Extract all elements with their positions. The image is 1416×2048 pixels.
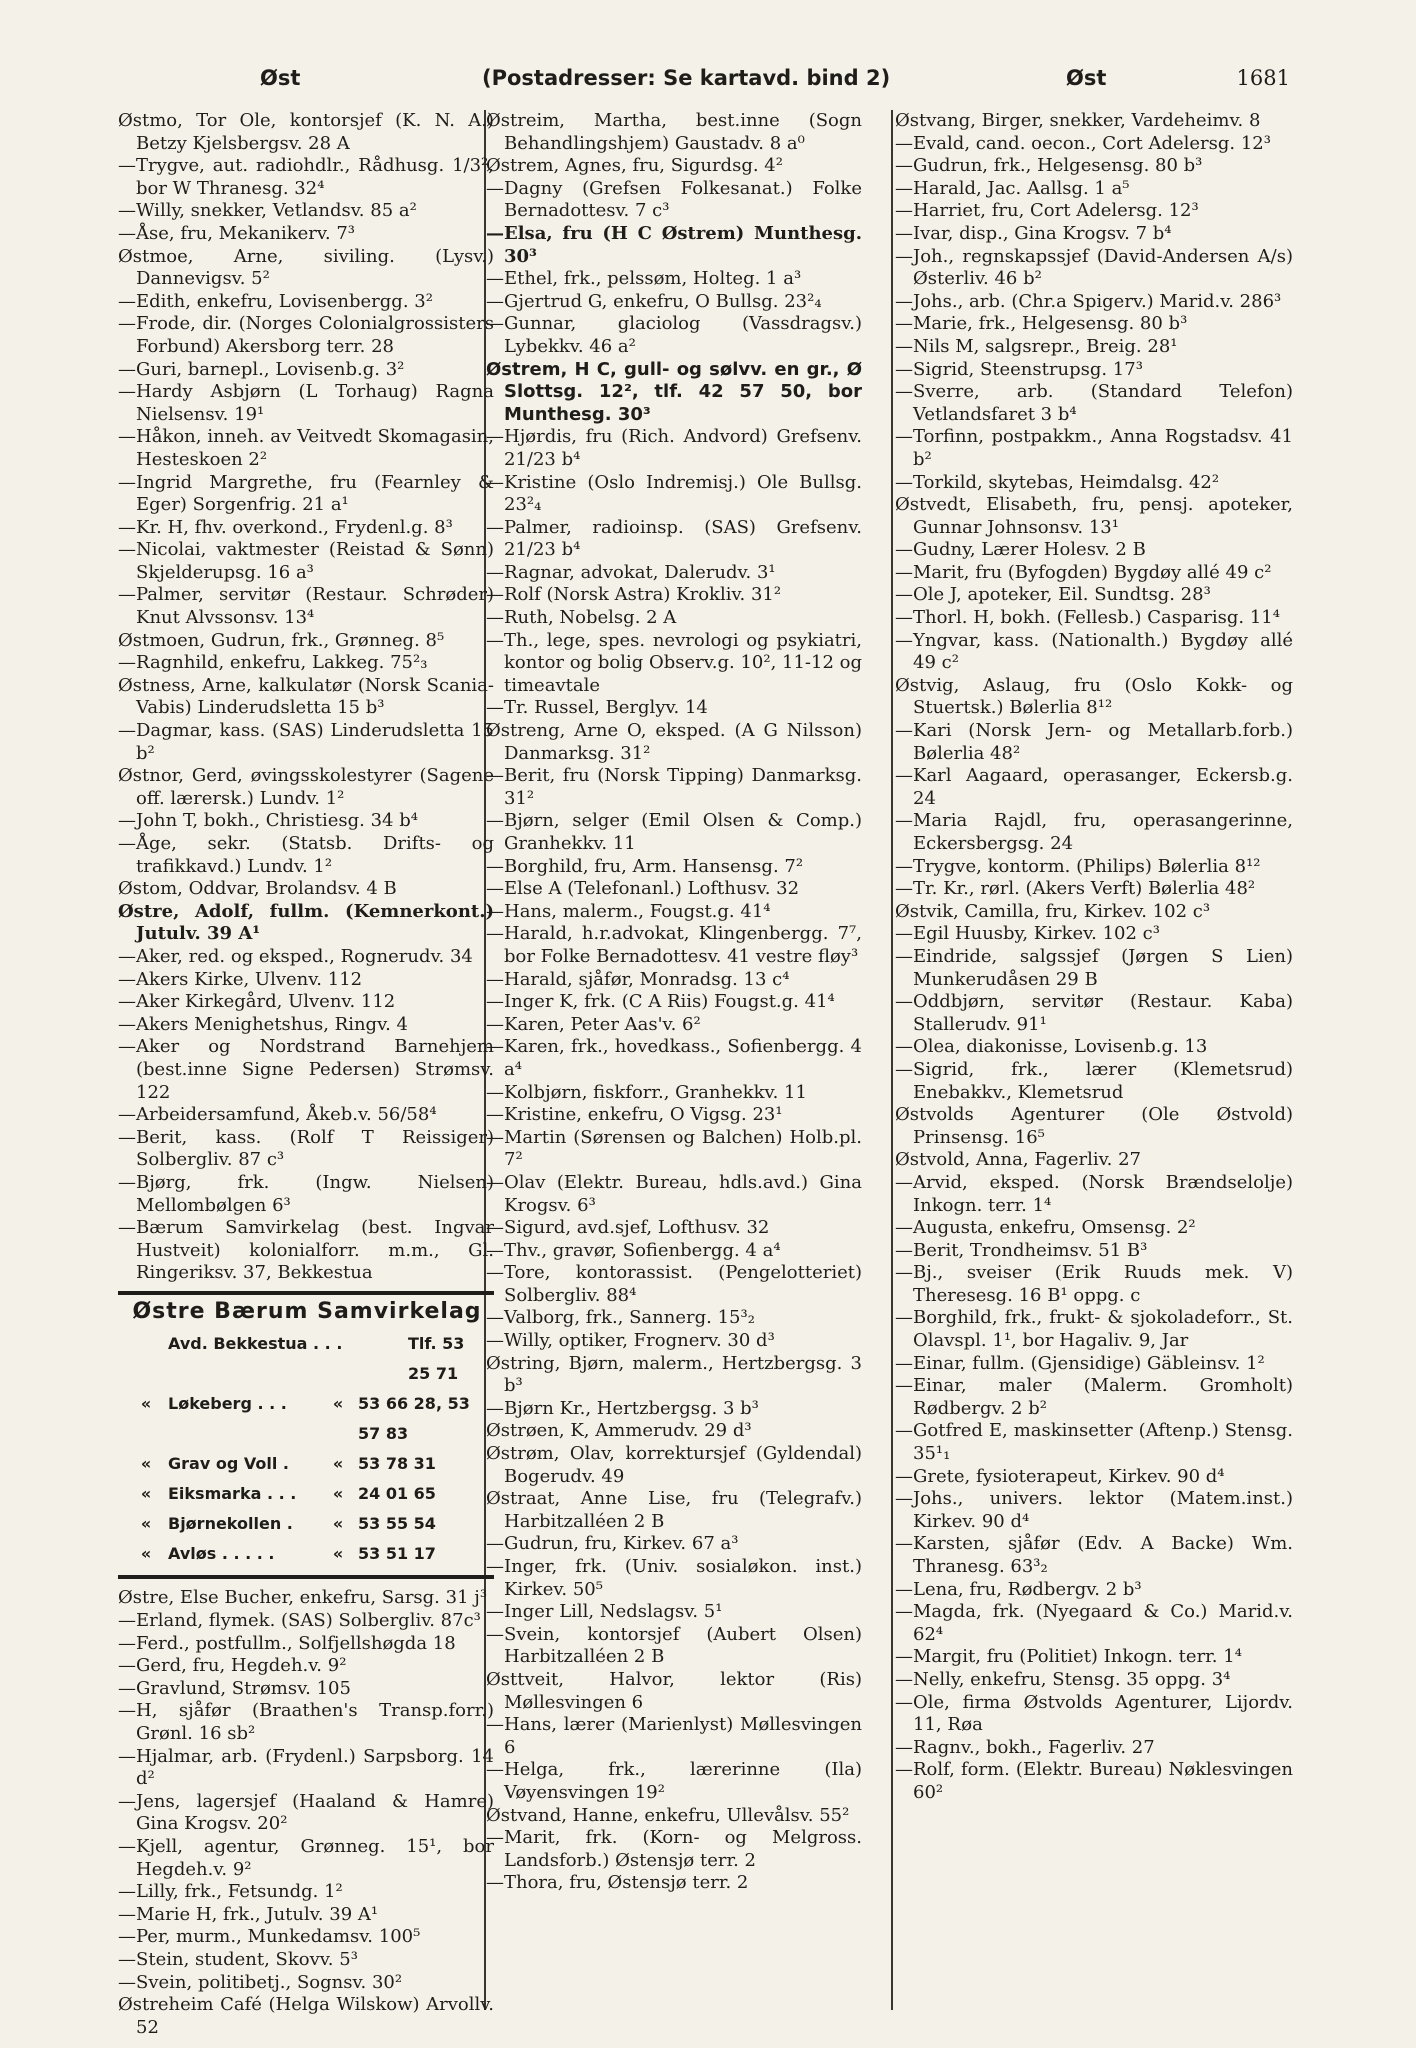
directory-entry: —Lena, fru, Rødbergv. 2 b³	[895, 1578, 1142, 1600]
directory-entry: —Valborg, frk., Sannerg. 15³₂	[486, 1307, 755, 1329]
entry-list	[486, 268, 862, 358]
directory-entry: Østreng, Arne O, eksped. (A G Nilsson) Danmarksg. 31²	[486, 720, 862, 764]
directory-entry: Østraat, Anne Lise, fru (Telegrafv.) Harbitzalléen 2 B	[486, 1488, 862, 1532]
ad-branch-name: Eiksmarka . . .	[168, 1484, 297, 1504]
directory-entry: —Bjørn Kr., Hertzbergsg. 3 b³	[486, 1397, 759, 1419]
advertisement-box	[118, 1291, 494, 1580]
entry-list	[118, 110, 494, 901]
directory-entry: —Ragnhild, enkefru, Lakkeg. 75²₃	[118, 652, 428, 674]
ad-ditto-mark: «	[140, 1394, 152, 1414]
directory-entry: —Ferd., postfullm., Solfjellshøgda 18	[118, 1632, 456, 1654]
directory-entry: Østre, Else Bucher, enkefru, Sarsg. 31 j³	[118, 1587, 488, 1609]
directory-entry: —Tr. Russel, Berglyv. 14	[486, 697, 708, 719]
directory-entry: Østnor, Gerd, øvingsskolestyrer (Sagene off. lærersk.) Lundv. 1²	[118, 765, 494, 809]
directory-entry: —Marie, frk., Helgesensg. 80 b³	[895, 313, 1188, 335]
directory-entry: —Kr. H, fhv. overkond., Frydenl.g. 8³	[118, 516, 453, 538]
directory-entry: —Gudny, Lærer Holesv. 2 B	[895, 539, 1146, 561]
directory-entry: Østmoe, Arne, siviling. (Lysv.) Dannevigsv. 5²	[118, 245, 494, 290]
directory-entry: —Harald, h.r.advokat, Klingenbergg. 7⁷, bor Folke Bernadottesv. 41 vestre fløy³	[486, 923, 862, 967]
directory-entry: —Hjørdis, fru (Rich. Andvord) Grefsenv. 21/23 b⁴	[486, 426, 862, 470]
directory-entry: —Per, murm., Munkedamsv. 100⁵	[118, 1926, 421, 1948]
directory-entry: —Berit, Trondheimsv. 51 B³	[895, 1239, 1148, 1261]
directory-entry: Østvik, Camilla, fru, Kirkev. 102 c³	[895, 900, 1211, 922]
advertisement-row	[124, 1329, 490, 1389]
directory-entry: —Th., lege, spes. nevrologi og psykiatri, kontor og bolig Observ.g. 10², 11-12 og timeavtale	[486, 629, 862, 696]
directory-entry: —Torkild, skytebas, Heimdalsg. 42²	[895, 471, 1220, 493]
directory-entry: —Ingrid Margrethe, fru (Fearnley & Eger) Sorgenfrig. 21 a¹	[118, 471, 494, 516]
directory-entry: —Rolf, form. (Elektr. Bureau) Nøklesvingen 60²	[895, 1759, 1293, 1803]
directory-entry: —Torfinn, postpakkm., Anna Rogstadsv. 41 b²	[895, 426, 1293, 470]
directory-entry: Østring, Bjørn, malerm., Hertzbergsg. 3 b³	[486, 1352, 862, 1397]
directory-entry: —Egil Huusby, Kirkev. 102 c³	[895, 923, 1160, 945]
ad-branch-name: Bjørnekollen .	[168, 1514, 293, 1534]
directory-entry: —Hans, malerm., Fougst.g. 41⁴	[486, 900, 771, 922]
directory-entry: —Willy, snekker, Vetlandsv. 85 a²	[118, 200, 417, 222]
directory-entry: Østvolds Agenturer (Ole Østvold) Prinsensg. 16⁵	[895, 1104, 1293, 1148]
directory-entry: —Åse, fru, Mekanikerv. 7³	[118, 222, 356, 244]
directory-entry: —Martin (Sørensen og Balchen) Holb.pl. 7²	[486, 1126, 862, 1171]
directory-entry: —Kari (Norsk Jern- og Metallarb.forb.) Bølerlia 48²	[895, 720, 1293, 764]
ad-ditto-mark	[368, 1329, 408, 1389]
header-right-keyword: Øst	[1066, 66, 1107, 90]
entry-list	[486, 110, 862, 223]
entry-list	[118, 1587, 494, 2039]
directory-entry: —Frode, dir. (Norges Colonialgrossisters Forbund) Akersborg terr. 28	[118, 313, 494, 357]
directory-entry: —Magda, frk. (Nyegaard & Co.) Marid.v. 62⁴	[895, 1601, 1293, 1645]
directory-entry: Østmo, Tor Ole, kontorsjef (K. N. A.) Betzy Kjelsbergsv. 28 A	[118, 110, 494, 154]
directory-entry: —Nils M, salgsrepr., Breig. 28¹	[895, 335, 1178, 357]
directory-entry: —Ethel, frk., pelssøm, Holteg. 1 a³	[486, 268, 802, 290]
directory-entry: —Gudrun, fru, Kirkev. 67 a³	[486, 1533, 739, 1555]
directory-entry: —Sigrid, Steenstrupsg. 17³	[895, 358, 1143, 380]
directory-entry: —Evald, cand. oecon., Cort Adelersg. 12³	[895, 132, 1271, 154]
directory-entry: —Borghild, frk., frukt- & sjokoladeforr., St. Olavspl. 1¹, bor Hagaliv. 9, Jar	[895, 1307, 1293, 1352]
directory-entry: —Kristine, enkefru, O Vigsg. 23¹	[486, 1104, 783, 1126]
entry-list	[895, 110, 1293, 1805]
entry-featured: Østrem, H C, gull- og sølvv. en gr., Ø Slottsg. 12², tlf. 42 57 50, bor Munthesg. 30³	[486, 358, 862, 425]
directory-entry: —Svein, politibetj., Sognsv. 30²	[118, 1971, 403, 1993]
directory-entry: —Stein, student, Skovv. 5³	[118, 1948, 358, 1970]
directory-entry: —Ivar, disp., Gina Krogsv. 7 b⁴	[895, 222, 1172, 244]
advertisement-row	[124, 1509, 490, 1539]
directory-entry: —Thora, fru, Østensjø terr. 2	[486, 1872, 749, 1894]
directory-entry: —Inger, frk. (Univ. sosialøkon. inst.) Kirkev. 50⁵	[486, 1556, 862, 1600]
directory-entry: —Oddbjørn, servitør (Restaur. Kaba) Stallerudv. 91¹	[895, 991, 1293, 1035]
directory-entry: Østrem, Agnes, fru, Sigurdsg. 4²	[486, 155, 783, 177]
ad-ditto-mark: «	[332, 1484, 344, 1504]
directory-entry: —Olav (Elektr. Bureau, hdls.avd.) Gina Krogsv. 6³	[486, 1171, 862, 1216]
directory-entry: —Augusta, enkefru, Omsensg. 2²	[895, 1217, 1196, 1239]
ad-branch-name: Grav og Voll .	[168, 1454, 289, 1474]
directory-entry: —Marit, frk. (Korn- og Melgross. Landsforb.) Østensjø terr. 2	[486, 1827, 862, 1871]
directory-entry: —Akers Menighetshus, Ringv. 4	[118, 1013, 409, 1035]
header-left-keyword: Øst	[260, 66, 301, 90]
directory-entry: Østom, Oddvar, Brolandsv. 4 B	[118, 878, 397, 900]
directory-entry: —Palmer, servitør (Restaur. Schrøder) Knut Alvssonsv. 13⁴	[118, 584, 494, 629]
directory-entry: —Gudrun, frk., Helgesensg. 80 b³	[895, 155, 1203, 177]
ad-ditto-mark: «	[140, 1514, 152, 1534]
entry-list	[486, 426, 862, 1895]
directory-entry: —Harald, Jac. Aallsg. 1 a⁵	[895, 177, 1130, 199]
directory-entry: —Inger K, frk. (C A Riis) Fougst.g. 41⁴	[486, 991, 835, 1013]
directory-entry: —Dagmar, kass. (SAS) Linderudsletta 15 b²	[118, 720, 494, 764]
directory-entry: —Rolf (Norsk Astra) Krokliv. 31²	[486, 584, 782, 606]
directory-entry: —Trygve, kontorm. (Philips) Bølerlia 8¹²	[895, 855, 1261, 877]
directory-entry: —Thorl. H, bokh. (Fellesb.) Casparisg. 11⁴	[895, 607, 1280, 629]
page-number: 1681	[1236, 66, 1290, 90]
directory-entry: —Guri, barnepl., Lovisenb.g. 3²	[118, 358, 405, 380]
directory-entry: —Borghild, fru, Arm. Hansensg. 7²	[486, 855, 804, 877]
advertisement-row	[124, 1479, 490, 1509]
advertisement-row	[124, 1539, 490, 1569]
directory-entry: —Hardy Asbjørn (L Torhaug) Ragna Nielsensv. 19¹	[118, 381, 494, 425]
directory-entry: —Joh., regnskapssjef (David-Andersen A/s) Østerliv. 46 b²	[895, 245, 1293, 290]
directory-entry: —Einar, fullm. (Gjensidige) Gäbleinsv. 1²	[895, 1352, 1265, 1374]
directory-entry: —Grete, fysioterapeut, Kirkev. 90 d⁴	[895, 1465, 1225, 1487]
directory-entry: —Åge, sekr. (Statsb. Drifts- og trafikkavd.) Lundv. 1²	[118, 833, 494, 877]
directory-entry: —Sigrid, frk., lærer (Klemetsrud) Enebakkv., Klemetsrud	[895, 1058, 1293, 1103]
directory-entry: —Sverre, arb. (Standard Telefon) Vetlandsfaret 3 b⁴	[895, 381, 1293, 425]
directory-entry: Østvang, Birger, snekker, Vardeheimv. 8	[895, 110, 1261, 131]
directory-entry: —Gotfred E, maskinsetter (Aftenp.) Stensg. 35¹₁	[895, 1420, 1293, 1465]
directory-entry: —Hans, lærer (Marienlyst) Møllesvingen 6	[486, 1714, 862, 1758]
directory-entry: —Aker, red. og eksped., Rognerudv. 34	[118, 945, 473, 967]
directory-entry: —Ruth, Nobelsg. 2 A	[486, 607, 677, 629]
directory-entry: —Nelly, enkefru, Stensg. 35 oppg. 3⁴	[895, 1668, 1231, 1690]
directory-entry: —Bjørn, selger (Emil Olsen & Comp.) Granhekkv. 11	[486, 810, 862, 854]
directory-entry: —Kristine (Oslo Indremisj.) Ole Bullsg. 23²₄	[486, 471, 862, 516]
directory-entry: —Inger Lill, Nedslagsv. 5¹	[486, 1601, 723, 1623]
directory-entry: —Johs., univers. lektor (Matem.inst.) Kirkev. 90 d⁴	[895, 1488, 1293, 1532]
ad-ditto-mark: «	[332, 1544, 344, 1564]
directory-entry: —Margit, fru (Politiet) Inkogn. terr. 1⁴	[895, 1646, 1242, 1668]
directory-entry: —Aker Kirkegård, Ulvenv. 112	[118, 991, 396, 1013]
directory-entry: Østvedt, Elisabeth, fru, pensj. apoteker, Gunnar Johnsonsv. 13¹	[895, 494, 1293, 538]
directory-entry: —Ragnv., bokh., Fagerliv. 27	[895, 1736, 1155, 1758]
ad-phone: 53 55 54	[358, 1514, 436, 1534]
directory-entry: Østrøm, Olav, korrektursjef (Gyldendal) Bogerudv. 49	[486, 1443, 862, 1487]
ad-ditto-mark: «	[332, 1454, 344, 1474]
directory-entry: —Bærum Samvirkelag (best. Ingvar Hustveit) kolonialforr. m.m., Gl. Ringeriksv. 37, Bekkestua	[118, 1217, 494, 1284]
directory-entry: —Edith, enkefru, Lovisenbergg. 3²	[118, 290, 433, 312]
ad-ditto-mark: «	[332, 1394, 344, 1414]
directory-entry: —Else A (Telefonanl.) Lofthusv. 32	[486, 878, 800, 900]
directory-entry: Østreim, Martha, best.inne (Sogn Behandlingshjem) Gaustadv. 8 a⁰	[486, 110, 862, 154]
ad-ditto-mark: «	[332, 1514, 344, 1534]
ad-phone: 53 78 31	[358, 1454, 436, 1474]
directory-entry: —Eindride, salgssjef (Jørgen S Lien) Munkerudåsen 29 B	[895, 945, 1293, 990]
directory-entry: Østtveit, Halvor, lektor (Ris) Møllesvingen 6	[486, 1668, 862, 1713]
entry-list	[118, 946, 494, 1285]
directory-entry: —Yngvar, kass. (Nationalth.) Bygdøy allé 49 c²	[895, 629, 1293, 674]
ad-phone: Tlf. 53 25 71	[408, 1334, 465, 1384]
directory-entry: —Harald, sjåfør, Monradsg. 13 c⁴	[486, 968, 790, 990]
directory-entry: —Dagny (Grefsen Folkesanat.) Folke Bernadottesv. 7 c³	[486, 177, 862, 222]
directory-entry: —Hjalmar, arb. (Frydenl.) Sarpsborg. 14 d²	[118, 1745, 494, 1790]
ad-branch-name: Løkeberg . . .	[168, 1394, 287, 1414]
directory-entry: —Ragnar, advokat, Dalerudv. 3¹	[486, 561, 776, 583]
directory-entry: —Erland, flymek. (SAS) Solbergliv. 87c³	[118, 1610, 481, 1632]
directory-entry: —Johs., arb. (Chr.a Spigerv.) Marid.v. 286³	[895, 290, 1282, 312]
header-note: (Postadresser: Se kartavd. bind 2)	[482, 66, 891, 90]
directory-entry: —Ole, firma Østvolds Agenturer, Lijordv. 11, Røa	[895, 1691, 1293, 1736]
column-divider	[891, 110, 893, 2010]
directory-entry: Østmoen, Gudrun, frk., Grønneg. 8⁵	[118, 629, 445, 651]
entry-bold: Østre, Adolf, fullm. (Kemnerkont.) Jutulv. 39 A¹	[118, 900, 494, 945]
directory-entry: —Aker og Nordstrand Barnehjem (best.inne Signe Pedersen) Strømsv. 122	[118, 1036, 494, 1103]
ad-phone: 24 01 65	[358, 1484, 436, 1504]
ad-branch-name: Avd. Bekkestua . . .	[168, 1334, 343, 1354]
ad-phone: 53 66 28, 53 57 83	[358, 1394, 470, 1444]
column-2	[486, 110, 862, 1895]
directory-entry: —Marie H, frk., Jutulv. 39 A¹	[118, 1903, 379, 1925]
directory-entry: —H, sjåfør (Braathen's Transp.forr.) Grønl. 16 sb²	[118, 1700, 494, 1745]
advertisement-rows	[124, 1329, 490, 1569]
directory-entry: —Bjørg, frk. (Ingw. Nielsen) Mellombølgen 6³	[118, 1171, 494, 1216]
directory-entry: —Harriet, fru, Cort Adelersg. 12³	[895, 200, 1199, 222]
ad-ditto-mark: «	[140, 1484, 152, 1504]
directory-entry: —Tr. Kr., rørl. (Akers Verft) Bølerlia 48²	[895, 878, 1256, 900]
directory-entry: —Tore, kontorassist. (Pengelotteriet) Solbergliv. 88⁴	[486, 1262, 862, 1306]
directory-entry: —Nicolai, vaktmester (Reistad & Sønn) Skjelderupsg. 16 a³	[118, 539, 494, 583]
directory-entry: —Arvid, eksped. (Norsk Brændselolje) Inkogn. terr. 1⁴	[895, 1171, 1293, 1216]
advertisement-row	[124, 1389, 490, 1449]
column-1	[118, 110, 494, 2039]
advertisement-row	[124, 1449, 490, 1479]
directory-entry: Østvand, Hanne, enkefru, Ullevålsv. 55²	[486, 1804, 850, 1826]
directory-entry: —Gunnar, glaciolog (Vassdragsv.) Lybekkv. 46 a²	[486, 313, 862, 357]
page-header	[120, 66, 1290, 102]
directory-entry: —Akers Kirke, Ulvenv. 112	[118, 968, 363, 990]
directory-entry: —Ole J, apoteker, Eil. Sundtsg. 28³	[895, 584, 1211, 606]
directory-entry: —Håkon, inneh. av Veitvedt Skomagasin, Hesteskoen 2²	[118, 426, 494, 470]
directory-entry: Østvold, Anna, Fagerliv. 27	[895, 1149, 1141, 1171]
directory-entry: —Lilly, frk., Fetsundg. 1²	[118, 1881, 343, 1903]
ad-branch-name: Avløs . . . . .	[168, 1544, 275, 1564]
directory-entry: —Kolbjørn, fiskforr., Granhekkv. 11	[486, 1081, 807, 1103]
ad-phone: 53 51 17	[358, 1544, 436, 1564]
directory-entry: —John T, bokh., Christiesg. 34 b⁴	[118, 810, 418, 832]
ad-ditto-mark: «	[140, 1454, 152, 1474]
directory-entry: —Karl Aagaard, operasanger, Eckersb.g. 24	[895, 765, 1293, 809]
directory-entry: —Trygve, aut. radiohdlr., Rådhusg. 1/3², bor W Thranesg. 32⁴	[118, 155, 494, 199]
directory-entry: —Sigurd, avd.sjef, Lofthusv. 32	[486, 1217, 770, 1239]
directory-entry: —Jens, lagersjef (Haaland & Hamre) Gina Krogsv. 20²	[118, 1790, 494, 1835]
ad-ditto-mark	[124, 1329, 168, 1389]
directory-entry: —Berit, kass. (Rolf T Reissiger) Solbergliv. 87 c³	[118, 1126, 494, 1171]
entry-bold: —Elsa, fru (H C Østrem) Munthesg. 30³	[486, 222, 862, 267]
column-3	[895, 110, 1293, 1805]
directory-entry: Østvig, Aslaug, fru (Oslo Kokk- og Stuertsk.) Bølerlia 8¹²	[895, 674, 1293, 719]
directory-entry: —Olea, diakonisse, Lovisenb.g. 13	[895, 1036, 1208, 1058]
ad-ditto-mark: «	[140, 1544, 152, 1564]
directory-entry: —Palmer, radioinsp. (SAS) Grefsenv. 21/23 b⁴	[486, 516, 862, 561]
directory-entry: —Gravlund, Strømsv. 105	[118, 1677, 351, 1699]
directory-entry: —Einar, maler (Malerm. Gromholt) Rødbergv. 2 b²	[895, 1375, 1293, 1419]
directory-entry: Østrøen, K, Ammerudv. 29 d³	[486, 1420, 752, 1442]
directory-entry: —Maria Rajdl, fru, operasangerinne, Eckersbergsg. 24	[895, 810, 1293, 854]
directory-entry: —Berit, fru (Norsk Tipping) Danmarksg. 31²	[486, 765, 862, 809]
directory-entry: —Arbeidersamfund, Åkeb.v. 56/58⁴	[118, 1104, 437, 1126]
directory-entry: —Karsten, sjåfør (Edv. A Backe) Wm. Thranesg. 63³₂	[895, 1533, 1293, 1577]
directory-entry: —Svein, kontorsjef (Aubert Olsen) Harbitzalléen 2 B	[486, 1623, 862, 1668]
directory-entry: —Bj., sveiser (Erik Ruuds mek. V) Theresesg. 16 B¹ oppg. c	[895, 1262, 1293, 1306]
directory-entry: —Kjell, agentur, Grønneg. 15¹, bor Hegdeh.v. 9²	[118, 1836, 494, 1880]
directory-entry: —Helga, frk., lærerinne (Ila) Vøyensvingen 19²	[486, 1759, 862, 1803]
directory-entry: —Karen, Peter Aas'v. 6²	[486, 1013, 701, 1035]
directory-entry: —Karen, frk., hovedkass., Sofienbergg. 4 a⁴	[486, 1036, 862, 1080]
directory-entry: —Marit, fru (Byfogden) Bygdøy allé 49 c²	[895, 561, 1272, 583]
directory-entry: —Gjertrud G, enkefru, O Bullsg. 23²₄	[486, 290, 822, 312]
directory-entry: —Willy, optiker, Frognerv. 30 d³	[486, 1330, 775, 1352]
directory-entry: —Gerd, fru, Hegdeh.v. 9²	[118, 1655, 347, 1677]
directory-entry: Østreheim Café (Helga Wilskow) Arvollv. 52	[118, 1994, 494, 2038]
directory-entry: Østness, Arne, kalkulatør (Norsk Scania-Vabis) Linderudsletta 15 b³	[118, 674, 494, 719]
advertisement-title: Østre Bærum Samvirkelag	[132, 1298, 482, 1324]
directory-entry: —Thv., gravør, Sofienbergg. 4 a⁴	[486, 1239, 781, 1261]
